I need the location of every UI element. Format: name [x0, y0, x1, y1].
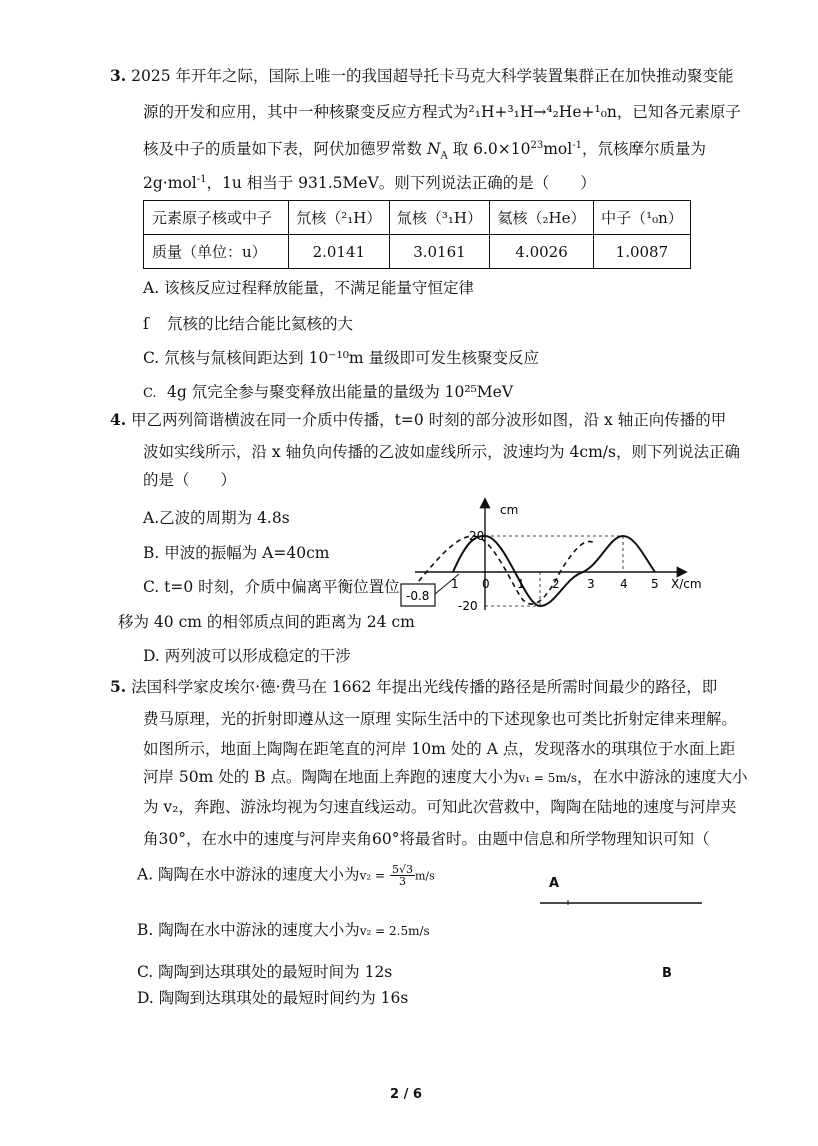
q5-option-d: D. 陶陶到达琪琪处的最短时间约为 16s — [137, 989, 409, 1007]
v1-value: v₁ = 5m/s — [518, 771, 578, 785]
v2-value: v₂ = 2.5m/s — [359, 924, 430, 938]
position-box-label: -0.8 — [406, 589, 430, 603]
q4-option-c-2: 移为 40 cm 的相邻质点间的距离为 24 cm — [118, 613, 415, 631]
q4-option-c-1: C. t=0 时刻，介质中偏离平衡位置位 — [143, 578, 400, 596]
avogadro-unit: mol — [543, 140, 573, 159]
molar-mass: 2g·mol — [143, 174, 197, 193]
q3-line4 — [143, 170, 596, 193]
river-bank — [540, 895, 705, 909]
avogadro-value: 取 6.0×10 — [452, 140, 531, 159]
q3-line2 — [143, 102, 741, 122]
x-tick-label: 1 — [517, 577, 525, 591]
q3-line3-post: ，氘核摩尔质量为 — [581, 140, 706, 159]
q5-line6: 角30°，在水中的速度与河岸夹角60°将最省时。由题中信息和所学物理知识可知（ — [143, 830, 710, 848]
q3-option-d — [143, 382, 513, 404]
q5-line1 — [110, 677, 717, 697]
v2-fraction — [390, 864, 415, 887]
q3-option-b — [143, 314, 353, 334]
option-mark: ſ — [143, 315, 149, 333]
table-header-cell: 氘核（²₁H） — [289, 201, 390, 235]
table-cell: 4.0026 — [490, 235, 594, 269]
q4-option-a: A.乙波的周期为 4.8s — [143, 509, 290, 527]
q4-option-b: B. 甲波的振幅为 A=40cm — [143, 544, 330, 562]
y-unit-label: cm — [500, 503, 519, 517]
avogadro-exp: 23 — [530, 140, 544, 151]
q5-option-b — [137, 920, 430, 941]
q5-line3: 如图所示，地面上陶陶在距笔直的河岸 10m 处的 A 点，发现落水的琪琪位于水面上距 — [143, 740, 736, 758]
v2-unit: m/s — [414, 869, 435, 883]
q3-line3-pre: 核及中子的质量如下表，阿伏加德罗常数 — [143, 140, 423, 159]
x-tick-label: 5 — [651, 577, 659, 591]
x-unit-label: X/cm — [671, 577, 702, 591]
q5-line4-pre: 河岸 50m 处的 B 点。陶陶在地面上奔跑的速度大小为 — [143, 768, 519, 786]
page-number: 2 / 6 — [390, 1087, 422, 1102]
q5-line2: 费马原理，光的折射即遵从这一原理 实际生活中的下述现象也可类比折射定律来理解。 — [143, 710, 737, 728]
point-b-label: B — [662, 966, 672, 981]
q4-line3: 的是（ ） — [143, 471, 237, 489]
q3-option-c: C. 氘核与氚核间距达到 10⁻¹⁰m 量级即可发生核聚变反应 — [143, 349, 540, 367]
q5-option-b-text: B. 陶陶在水中游泳的速度大小为 — [137, 921, 360, 939]
q5-line1-text: 法国科学家皮埃尔·德·费马在 1662 年提出光线传播的路径是所需时间最少的路径，即 — [131, 678, 718, 696]
x-tick-label: 0 — [482, 577, 490, 591]
x-tick-label: 2 — [552, 577, 560, 591]
q4-number: 4. — [110, 410, 127, 429]
table-row-label: 质量（单位：u） — [144, 235, 289, 269]
wave-graph — [395, 492, 715, 622]
q5-option-a-text: A. 陶陶在水中游泳的速度大小为 — [137, 865, 360, 884]
q3-line4-rest: ，1u 相当于 931.5MeV。则下列说法正确的是（ ） — [206, 174, 596, 193]
q3-option-d-text: 4g 氘完全参与聚变释放出能量的量级为 10²⁵MeV — [167, 383, 514, 401]
solid-wave-jia — [453, 536, 655, 606]
table-cell: 3.0161 — [389, 235, 490, 269]
q5-line4-post: ，在水中游泳的速度大小 — [577, 768, 748, 786]
dashed-wave-yi — [413, 536, 595, 604]
q3-option-b-text: 氘核的比结合能比氦核的大 — [167, 315, 354, 333]
q3-equation: ²₁H+³₁H→⁴₂He+¹₀n — [468, 103, 617, 121]
molar-mass-exp: -1 — [196, 174, 207, 185]
x-tick-label: 1 — [451, 577, 459, 591]
q4-option-d: D. 两列波可以形成稳定的干涉 — [143, 647, 351, 665]
q4-line1 — [110, 410, 726, 430]
q3-number: 3. — [110, 66, 127, 85]
fraction-denominator: 3 — [398, 875, 406, 888]
option-mark: C. — [143, 386, 157, 401]
q5-line4 — [143, 767, 748, 788]
q3-line3 — [143, 136, 706, 166]
table-cell: 1.0087 — [593, 235, 690, 269]
table-header-cell: 氦核（₂He） — [490, 201, 594, 235]
x-tick-label: 3 — [587, 577, 595, 591]
mass-table — [143, 200, 691, 269]
y-top-label: 20 — [469, 529, 485, 543]
point-a-label: A — [549, 876, 560, 891]
q5-option-c: C. 陶陶到达琪琪处的最短时间为 12s — [137, 963, 393, 981]
q3-line1 — [110, 66, 734, 86]
q5-option-a — [137, 864, 435, 887]
avogadro-symbol: N — [426, 140, 441, 159]
table-cell: 2.0141 — [289, 235, 390, 269]
q5-number: 5. — [110, 677, 127, 696]
mass-table-value-row — [144, 235, 691, 269]
avogadro-sub: A — [440, 150, 448, 162]
q3-line2-pre: 源的开发和应用，其中一种核聚变反应方程式为 — [143, 103, 469, 121]
q4-line1-text: 甲乙两列简谐横波在同一介质中传播，t=0 时刻的部分波形如图，沿 x 轴正向传播的甲 — [131, 411, 727, 429]
table-header-cell: 氚核（³₁H） — [389, 201, 490, 235]
avogadro-unit-exp: -1 — [572, 140, 582, 151]
v2-symbol: v₂ = — [359, 868, 386, 883]
x-tick-label: 4 — [620, 577, 628, 591]
fraction-numerator: 5√3 — [391, 863, 413, 876]
q5-line5: 为 v₂，奔跑、游泳均视为匀速直线运动。可知此次营救中，陶陶在陆地的速度与河岸夹 — [143, 798, 737, 816]
q3-line1-text: 2025 年开年之际，国际上唯一的我国超导托卡马克大科学装置集群正在加快推动聚变能 — [131, 67, 734, 85]
q3-line2-post: ，已知各元素原子 — [616, 103, 741, 121]
table-header-cell: 中子（¹₀n） — [593, 201, 690, 235]
table-header-cell: 元素原子核或中子 — [144, 201, 289, 235]
q3-option-a: A. 该核反应过程释放能量，不满足能量守恒定律 — [143, 279, 475, 297]
mass-table-header-row — [144, 201, 691, 235]
y-bottom-label: -20 — [458, 599, 478, 613]
q4-line2: 波如实线所示，沿 x 轴负向传播的乙波如虚线所示，波速均为 4cm/s，则下列说法正确 — [143, 443, 740, 461]
